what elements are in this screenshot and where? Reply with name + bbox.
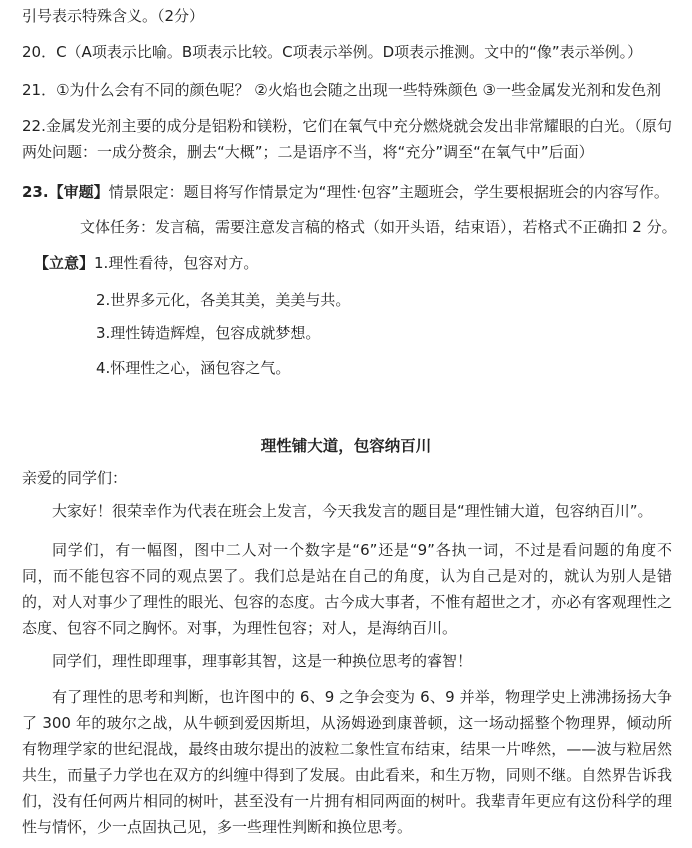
liyi-1: 1.理性看待，包容对方。 bbox=[94, 254, 259, 272]
task-line: 文体任务：发言稿，需要注意发言稿的格式（如开头语，结束语），若格式不正确扣 2 分。 bbox=[80, 218, 677, 236]
liyi-line-1 bbox=[34, 253, 258, 273]
answer-line-quote: 引号表示特殊含义。（2分） bbox=[22, 7, 205, 25]
answer-23-tag: 【审题】 bbox=[48, 183, 109, 201]
answer-22: 22.金属发光剂主要的成分是铝粉和镁粉，它们在氧气中充分燃烧就会发出非常耀眼的白光。（原句两处问题：一成分赘余，删去“大概”；二是语序不当，将“充分”调至“在氧气中”后面） bbox=[22, 117, 672, 161]
essay-title: 理性铺大道，包容纳百川 bbox=[260, 437, 432, 455]
essay-greeting: 亲爱的同学们： bbox=[22, 469, 128, 487]
liyi-4: 4.怀理性之心，涵包容之气。 bbox=[96, 359, 291, 377]
liyi-tag: 【立意】 bbox=[34, 254, 95, 272]
essay-paragraph-2: 同学们，有一幅图，图中二人对一个数字是“6”还是“9”各执一词，不过是看问题的角度不同，而不能包容不同的观点罢了。我们总是站在自己的角度，认为自己是对的，就认为别人是错的，对人对事少了理性的眼光、包容的态度。古今成大事者，不惟有超世之才，亦必有客观理性之态度、包容不同之胸怀。对事，为理性包容；对人，是海纳百川。 bbox=[22, 541, 672, 637]
answer-21: 21．①为什么会有不同的颜色呢？ ②火焰也会随之出现一些特殊颜色 ③一些金属发光剂和发色剂 bbox=[22, 81, 661, 99]
essay-paragraph-4: 有了理性的思考和判断，也许图中的 6、9 之争会变为 6、9 并举，物理学史上沸沸扬扬大争了 300 年的玻尔之战，从牛顿到爱因斯坦，从汤姆逊到康普顿，这一场动摇整个物理界，倾动所有物理学家的世纪混战，最终由玻尔提出的波粒二象性宣布结束，结果一片哗然，——波与粒居然共生，而量子力学也在双方的纠缠中得到了发展。由此看来，和生万物，同则不继。自然界告诉我们，没有任何两片相同的树叶，甚至没有一片拥有相同两面的树叶。我辈青年更应有这份科学的理性与情怀，少一点固执己见，多一些理性判断和换位思考。 bbox=[22, 688, 672, 836]
essay-paragraph-3: 同学们，理性即理事，理事彰其智，这是一种换位思考的睿智！ bbox=[52, 652, 473, 670]
liyi-3: 3.理性铸造辉煌，包容成就梦想。 bbox=[96, 324, 321, 342]
answer-20: 20．C（A项表示比喻。B项表示比较。C项表示举例。D项表示推测。文中的“像”表示举例。） bbox=[22, 43, 643, 61]
liyi-2: 2.世界多元化，各美其美，美美与共。 bbox=[96, 291, 351, 309]
essay-paragraph-1: 大家好！很荣幸作为代表在班会上发言，今天我发言的题目是“理性铺大道，包容纳百川”。 bbox=[52, 502, 653, 520]
answer-23-text: 情景限定：题目将写作情景定为“理性·包容”主题班会，学生要根据班会的内容写作。 bbox=[108, 183, 669, 201]
answer-23-number: 23. bbox=[22, 183, 49, 201]
answer-23 bbox=[22, 182, 669, 202]
